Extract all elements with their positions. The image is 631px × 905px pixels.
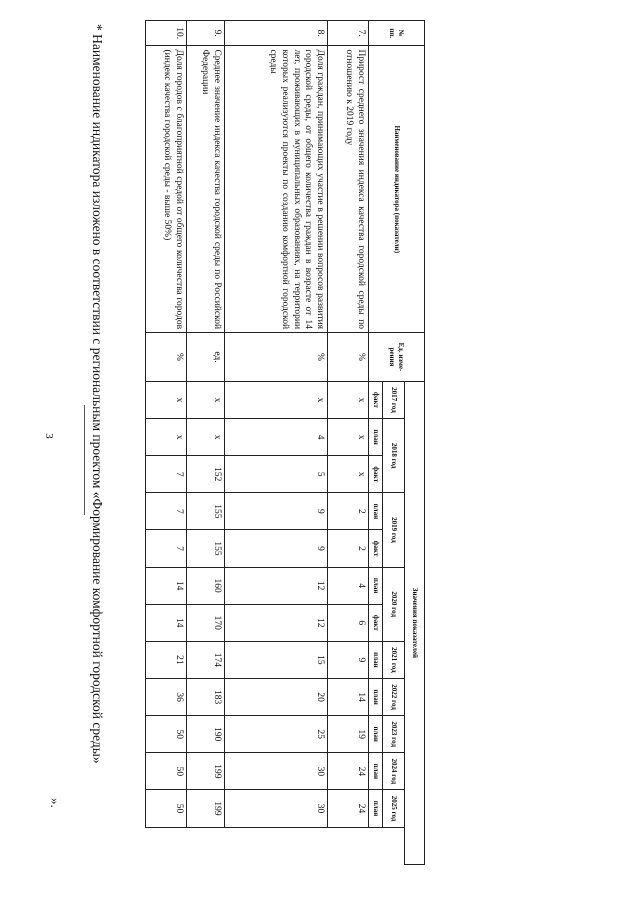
unit-cell: % xyxy=(146,333,187,382)
value-cell: 7 xyxy=(146,530,187,567)
header-no: № пп. xyxy=(369,21,425,46)
subheader-2019-plan: план xyxy=(369,493,383,530)
subheader-2020-fact: факт xyxy=(369,604,383,641)
table-row xyxy=(328,21,369,865)
value-cell: 12 xyxy=(225,567,328,604)
value-cell: x xyxy=(328,419,369,456)
table-row xyxy=(225,21,328,865)
divider-line xyxy=(84,405,85,515)
value-cell: x xyxy=(328,381,369,418)
rotated-page-content xyxy=(25,20,425,880)
header-values-group: Значения показателей xyxy=(405,381,425,864)
value-cell: 36 xyxy=(146,679,187,716)
value-cell: 2 xyxy=(328,493,369,530)
indicator-name: Доля городов с благоприятной средой от общего количества городов (индекс качества городской среды - выше 50%) xyxy=(146,46,187,333)
subheader-2020-plan: план xyxy=(369,567,383,604)
value-cell: 30 xyxy=(225,790,328,827)
value-cell: 24 xyxy=(328,753,369,790)
value-cell: 155 xyxy=(186,493,225,530)
value-cell: x xyxy=(186,381,225,418)
value-cell: 9 xyxy=(225,493,328,530)
value-cell: 25 xyxy=(225,716,328,753)
value-cell: 9 xyxy=(328,641,369,678)
value-cell: 30 xyxy=(225,753,328,790)
value-cell: 12 xyxy=(225,604,328,641)
closing-quote-mark: ». xyxy=(48,798,63,808)
indicator-name: Прирост среднего значения индекса качества городской среды по отношению к 2019 году xyxy=(328,46,369,333)
value-cell: 50 xyxy=(146,753,187,790)
value-cell: x xyxy=(186,419,225,456)
value-cell: 2 xyxy=(328,530,369,567)
value-cell: x xyxy=(328,456,369,493)
header-year-2023: 2023 год xyxy=(383,716,405,753)
value-cell: 14 xyxy=(328,679,369,716)
subheader-2021-plan: план xyxy=(369,641,383,678)
subheader-2025-plan: план xyxy=(369,790,383,827)
subheader-2017-fact: факт xyxy=(369,381,383,418)
header-year-2021: 2021 год xyxy=(383,641,405,678)
indicator-name: Среднее значение индекса качества городской среды по Российской Федерации xyxy=(186,46,225,333)
value-cell: 174 xyxy=(186,641,225,678)
header-year-2020: 2020 год xyxy=(383,567,405,641)
value-cell: 155 xyxy=(186,530,225,567)
value-cell: 9 xyxy=(225,530,328,567)
value-cell: 152 xyxy=(186,456,225,493)
unit-cell: % xyxy=(225,333,328,382)
value-cell: 4 xyxy=(225,419,328,456)
value-cell: 50 xyxy=(146,716,187,753)
value-cell: x xyxy=(146,381,187,418)
value-cell: 5 xyxy=(225,456,328,493)
indicators-table xyxy=(145,20,425,865)
subheader-2018-fact: факт xyxy=(369,456,383,493)
header-year-2018: 2018 год xyxy=(383,419,405,493)
value-cell: 19 xyxy=(328,716,369,753)
value-cell: 24 xyxy=(328,790,369,827)
value-cell: 183 xyxy=(186,679,225,716)
header-year-2022: 2022 год xyxy=(383,679,405,716)
value-cell: 190 xyxy=(186,716,225,753)
footnote: * Наименование индикатора изложено в соответствии с региональным проектом «Формирование комфортной городской среды» xyxy=(90,24,105,764)
row-number: 10. xyxy=(146,21,187,46)
subheader-2023-plan: план xyxy=(369,716,383,753)
value-cell: 50 xyxy=(146,790,187,827)
subheader-2019-fact: факт xyxy=(369,530,383,567)
header-name: Наименование индикатора (показатели) xyxy=(369,46,425,333)
value-cell: 160 xyxy=(186,567,225,604)
unit-cell: ед. xyxy=(186,333,225,382)
row-number: 7. xyxy=(328,21,369,46)
header-year-2025: 2025 год xyxy=(383,790,405,827)
table-row xyxy=(146,21,187,865)
value-cell: 14 xyxy=(146,567,187,604)
table-row xyxy=(186,21,225,865)
header-year-2017: 2017 год xyxy=(383,381,405,418)
value-cell: x xyxy=(146,419,187,456)
subheader-2018-plan: план xyxy=(369,419,383,456)
header-year-2019: 2019 год xyxy=(383,493,405,567)
indicator-name: Доля граждан, принимающих участие в решении вопросов развития городской среды, от общего количества граждан в возрасте от 14 лет, проживающих в муниципальных образованиях, на территории которых реализуются проекты по созданию комфортной городской среды xyxy=(225,46,328,333)
value-cell: 15 xyxy=(225,641,328,678)
value-cell: 14 xyxy=(146,604,187,641)
row-number: 8. xyxy=(225,21,328,46)
value-cell: 7 xyxy=(146,456,187,493)
value-cell: 7 xyxy=(146,493,187,530)
row-number: 9. xyxy=(186,21,225,46)
value-cell: 199 xyxy=(186,753,225,790)
subheader-2022-plan: план xyxy=(369,679,383,716)
value-cell: 21 xyxy=(146,641,187,678)
page-number: 3 xyxy=(42,433,55,439)
value-cell: 6 xyxy=(328,604,369,641)
value-cell: 4 xyxy=(328,567,369,604)
value-cell: 170 xyxy=(186,604,225,641)
value-cell: 199 xyxy=(186,790,225,827)
value-cell: 20 xyxy=(225,679,328,716)
subheader-2024-plan: план xyxy=(369,753,383,790)
header-year-2024: 2024 год xyxy=(383,753,405,790)
unit-cell: % xyxy=(328,333,369,382)
header-unit: Ед. изме-рения xyxy=(369,333,425,382)
value-cell: x xyxy=(225,381,328,418)
